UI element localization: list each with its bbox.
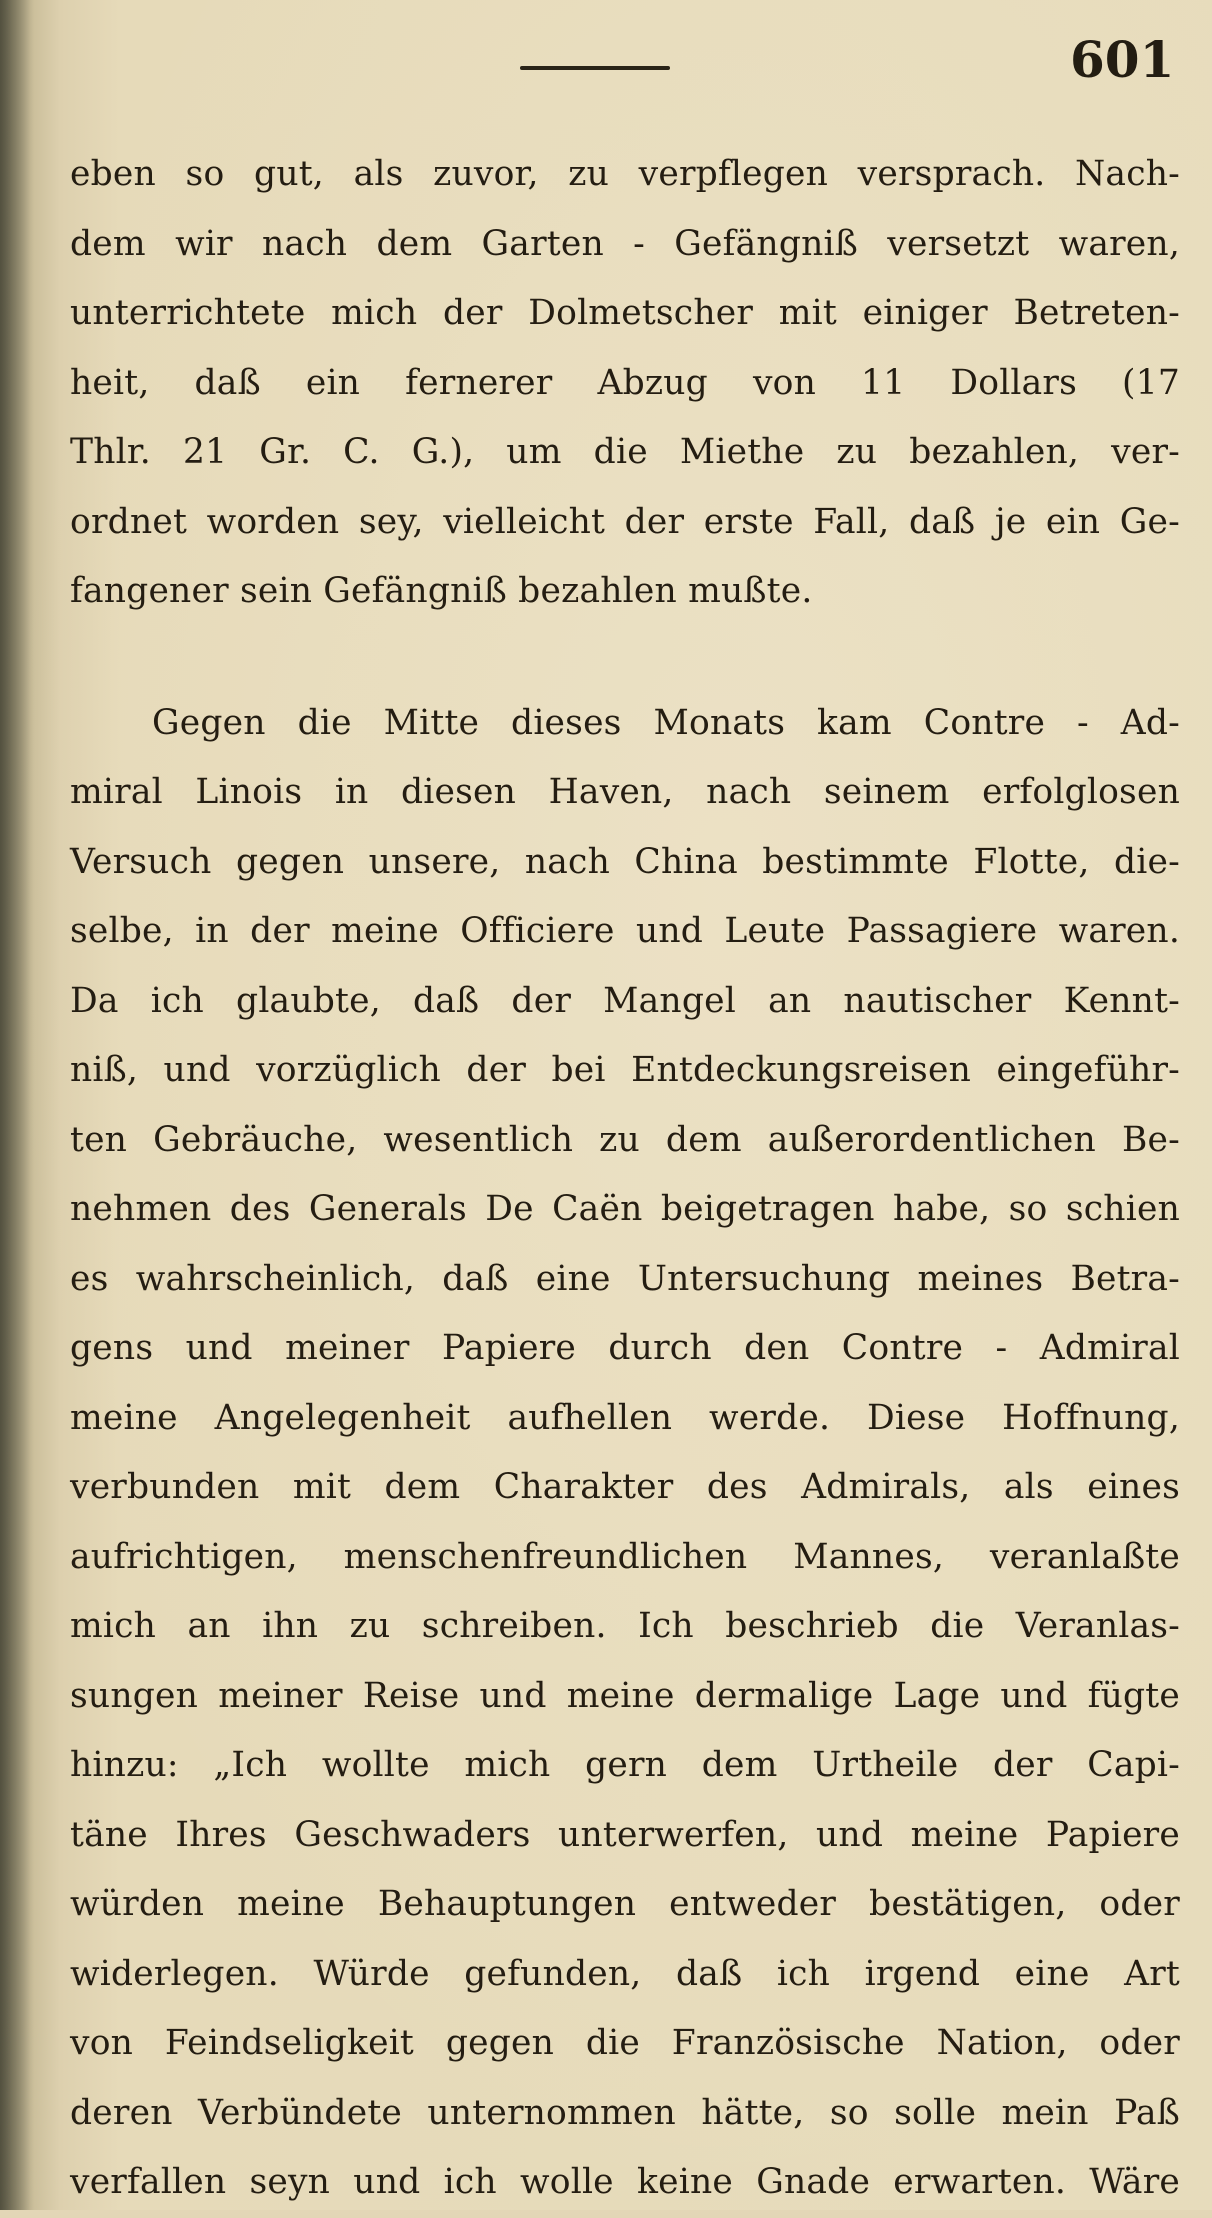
text-line: ordnet worden sey, vielleicht der erste Fall, daß je ein Ge- (70, 501, 1180, 542)
text-line: Thlr. 21 Gr. C. G.), um die Miethe zu bezahlen, ver- (70, 432, 1180, 472)
text-line: von Feindseligkeit gegen die Französische Nation, oder (70, 2023, 1180, 2063)
text-body (70, 140, 1180, 2218)
paragraph-1 (70, 140, 1180, 627)
text-line: fangener sein Gefängniß bezahlen mußte. (70, 571, 813, 611)
header-rule (520, 66, 670, 70)
text-line: würden meine Behauptungen entweder bestätigen, oder (70, 1884, 1180, 1924)
text-line: deren Verbündete unternommen hätte, so solle mein Paß (70, 2092, 1180, 2133)
text-line: verfallen seyn und ich wolle keine Gnade erwarten. Wäre (70, 2162, 1180, 2202)
text-line: mich an ihn zu schreiben. Ich beschrieb die Veranlas- (70, 1606, 1180, 1646)
text-line: unterrichtete mich der Dolmetscher mit einiger Betreten- (70, 293, 1180, 333)
text-line: dem wir nach dem Garten - Gefängniß versetzt waren, (70, 223, 1180, 264)
text-line: täne Ihres Geschwaders unterwerfen, und meine Papiere (70, 1814, 1180, 1855)
text-line: selbe, in der meine Officiere und Leute Passagiere waren. (70, 911, 1180, 951)
text-line: widerlegen. Würde gefunden, daß ich irgend eine Art (70, 1953, 1180, 1994)
text-line: eben so gut, als zuvor, zu verpflegen versprach. Nach- (70, 154, 1180, 194)
page-number: 601 (1070, 30, 1175, 89)
text-line: miral Linois in diesen Haven, nach seinem erfolglosen (70, 772, 1180, 812)
text-line: verbunden mit dem Charakter des Admirals, als eines (70, 1467, 1180, 1507)
text-line: nehmen des Generals De Caën beigetragen habe, so schien (70, 1189, 1180, 1229)
text-line: aufrichtigen, menschenfreundlichen Mannes, veranlaßte (70, 1536, 1180, 1577)
paragraph-2 (70, 689, 1180, 2218)
text-line: gens und meiner Papiere durch den Contre - Admiral (70, 1328, 1180, 1368)
text-line: hinzu: „Ich wollte mich gern dem Urtheile der Capi- (70, 1745, 1180, 1785)
text-line: sungen meiner Reise und meine dermalige Lage und fügte (70, 1675, 1180, 1716)
binding-shadow (0, 0, 34, 2210)
text-line: ten Gebräuche, wesentlich zu dem außerordentlichen Be- (70, 1119, 1180, 1160)
text-line: Gegen die Mitte dieses Monats kam Contre - Ad- (152, 702, 1180, 743)
text-line: es wahrscheinlich, daß eine Untersuchung meines Betra- (70, 1258, 1180, 1299)
paragraph-gap (70, 627, 1180, 689)
text-line: Da ich glaubte, daß der Mangel an nautischer Kennt- (70, 980, 1180, 1021)
text-line: heit, daß ein fernerer Abzug von 11 Dollars (17 (70, 362, 1180, 403)
text-line: Versuch gegen unsere, nach China bestimmte Flotte, die- (70, 841, 1180, 882)
text-line: niß, und vorzüglich der bei Entdeckungsreisen eingeführ- (70, 1050, 1180, 1090)
text-line: meine Angelegenheit aufhellen werde. Diese Hoffnung, (70, 1397, 1180, 1438)
